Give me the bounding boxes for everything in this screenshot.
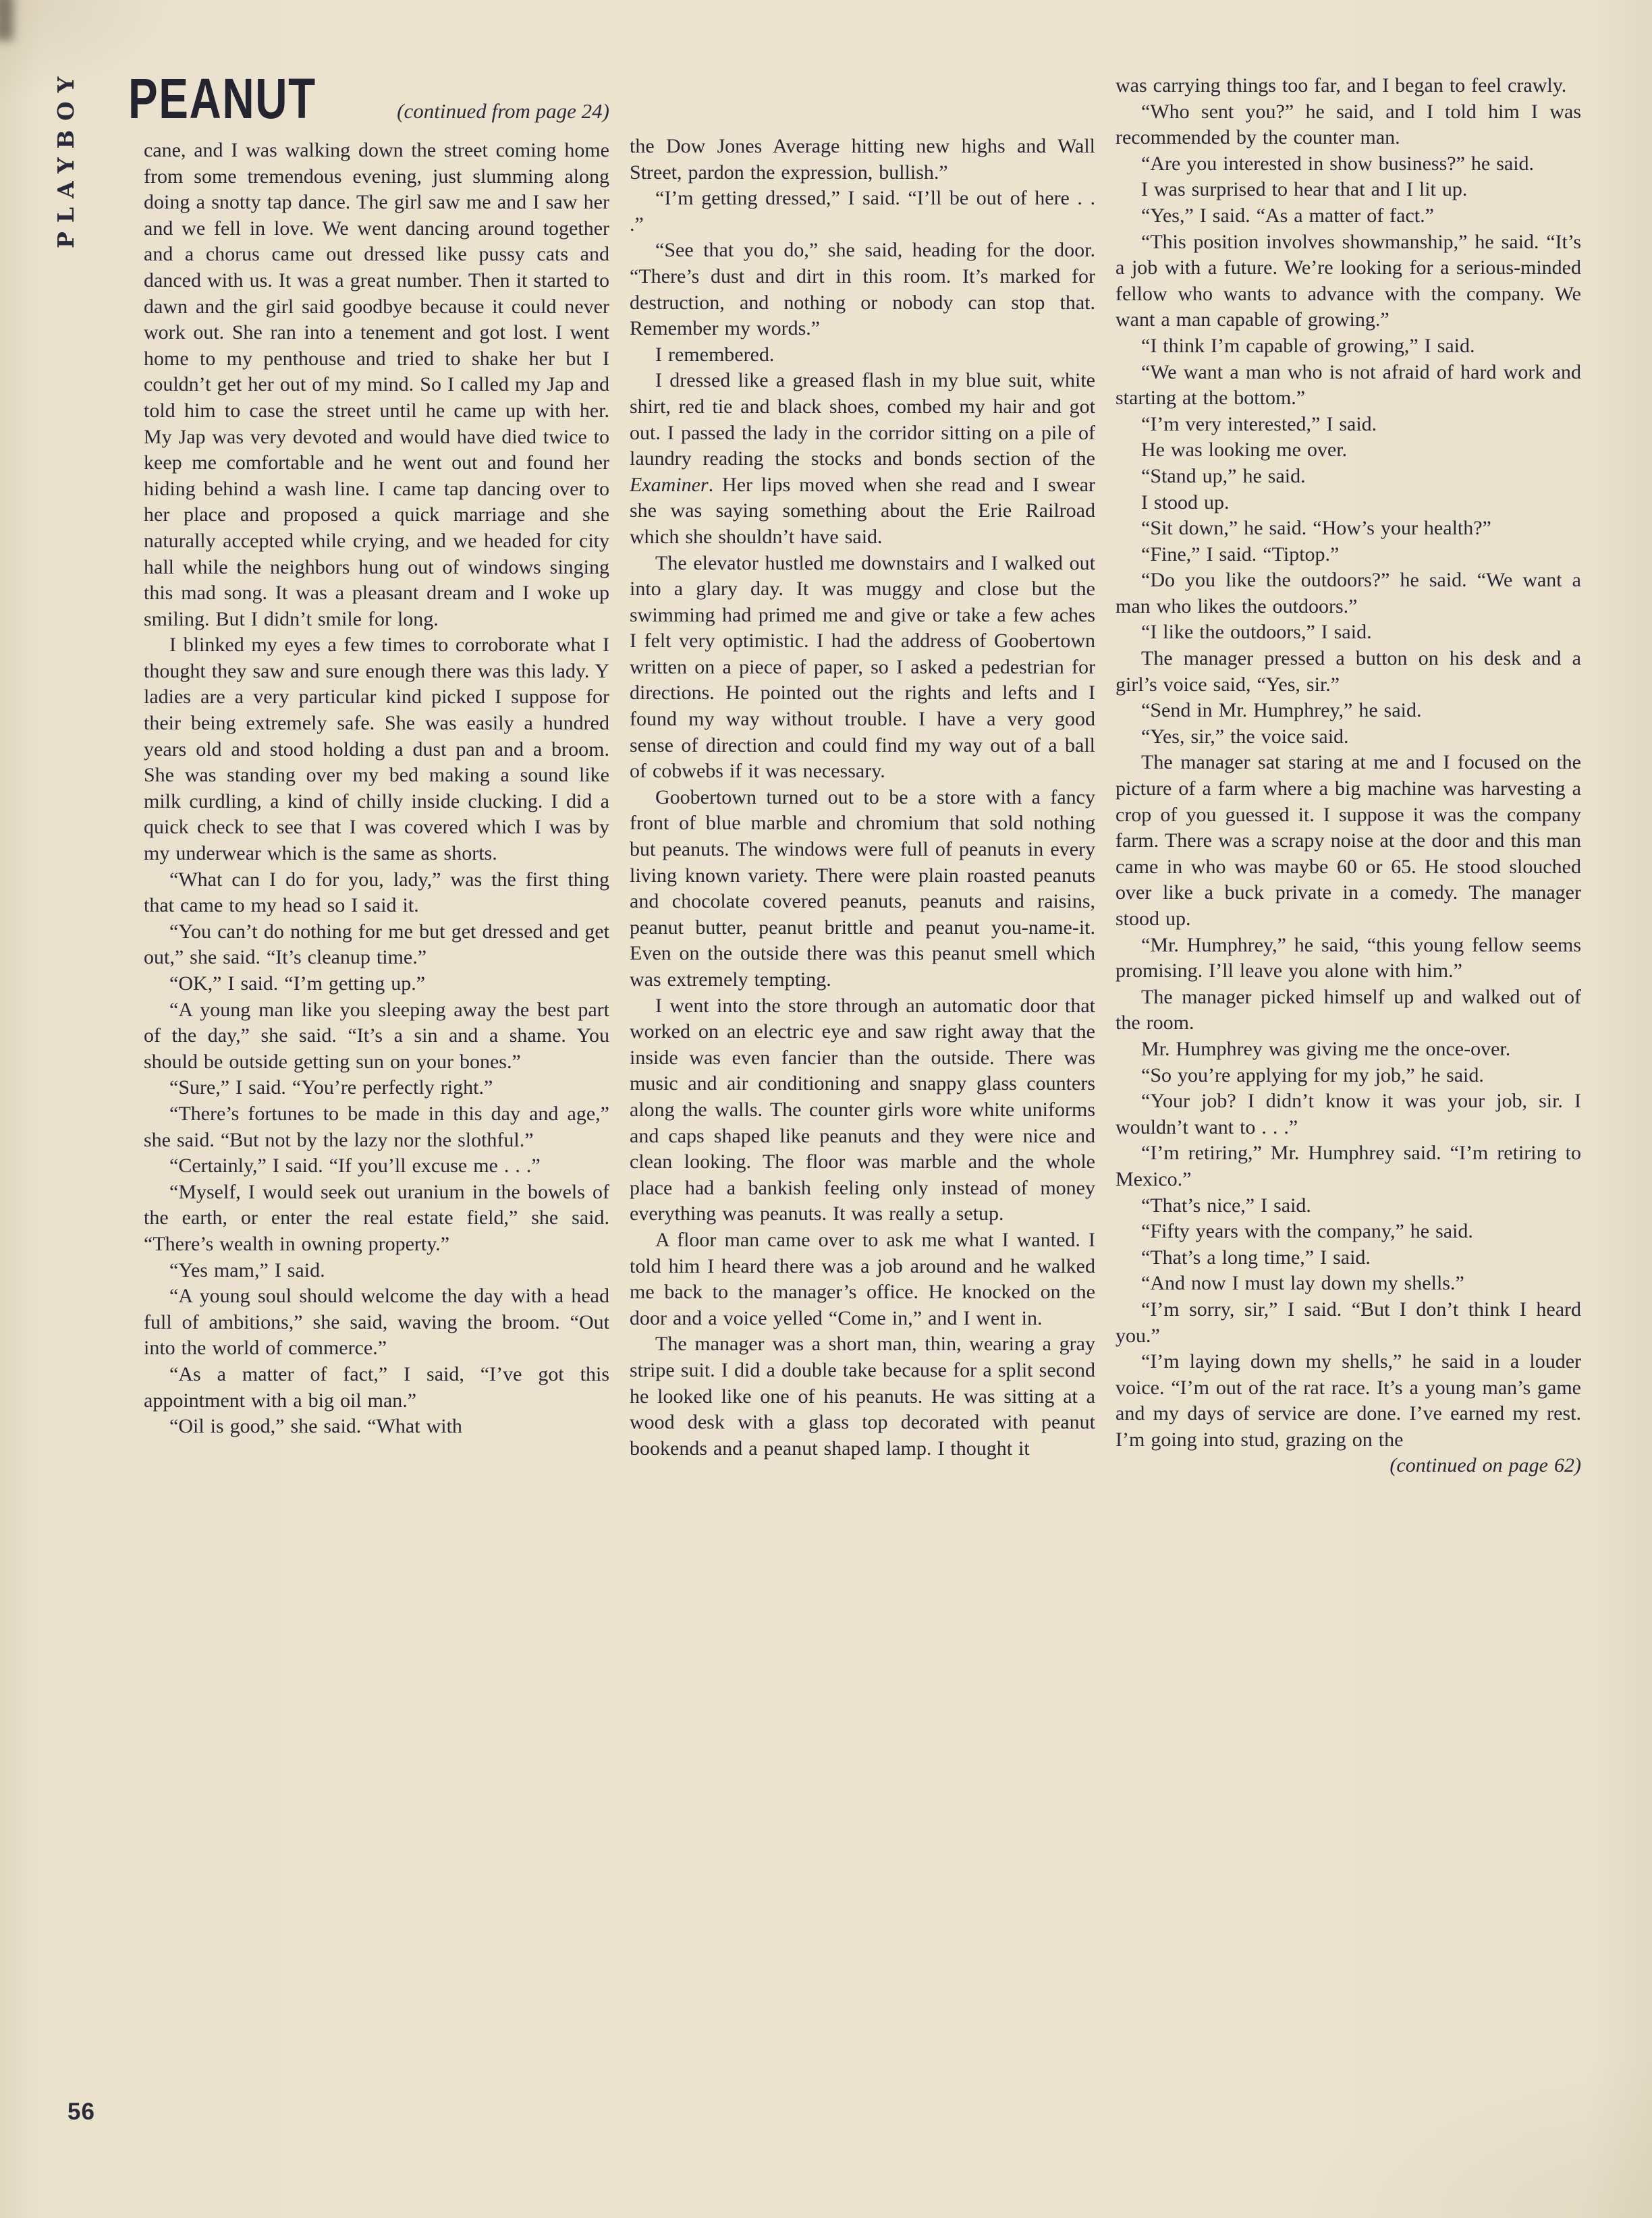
paragraph: “Fifty years with the company,” he said. (1141, 1220, 1473, 1243)
article-header (128, 67, 609, 130)
scan-corner-artifact (0, 0, 13, 40)
paragraph: Goobertown turned out to be a store with a fancy front of blue marble and chromium that sold nothing but peanuts. The windows were full of peanuts in every living known variety. There were plain roasted peanuts and chocolate covered peanuts, peanuts and raisins, peanut butter, peanut brittle and peanut you-name-it. Even on the outside there was this peanut smell which was extremely tempting. (630, 785, 1095, 991)
paragraph: I dressed like a greased flash in my blue suit, white shirt, red tie and black shoes, combed my hair and got out. I passed the lady in the corridor sitting on a pile of laundry reading the stocks and bonds section of the Examiner. Her lips moved when she read and I swear she was saying something about the Erie Railroad which she shouldn’t have said. (630, 369, 1095, 548)
paragraph: “Myself, I would seek out uranium in the bowels of the earth, or enter the real estate field,” she said. “There’s wealth in owning property.” (144, 1180, 609, 1255)
paragraph: “So you’re applying for my job,” he said. (1141, 1063, 1484, 1086)
paragraph: The manager sat staring at me and I focused on the picture of a farm where a big machine was harvesting a crop of you guessed it. I suppose it was the company farm. There was a scrapy noise at the door and this man came in who was maybe 60 or 65. He stood slouched over like a buck private in a comedy. The manager stood up. (1116, 751, 1581, 930)
paragraph: “Do you like the outdoors?” he said. “We want a man who likes the outdoors.” (1116, 569, 1581, 617)
paragraph: “I like the outdoors,” I said. (1141, 621, 1372, 644)
text-column-1 (144, 138, 609, 1440)
paragraph: “Yes, sir,” the voice said. (1141, 725, 1349, 748)
paragraph: (continued on page 62) (1389, 1454, 1581, 1477)
paragraph: “I’m retiring,” Mr. Humphrey said. “I’m retiring to Mexico.” (1116, 1142, 1581, 1190)
paragraph: “As a matter of fact,” I said, “I’ve got this appointment with a big oil man.” (144, 1362, 609, 1412)
paragraph: I was surprised to hear that and I lit up. (1141, 178, 1468, 201)
paragraph: Mr. Humphrey was giving me the once-over. (1141, 1037, 1511, 1060)
paragraph: “Yes mam,” I said. (169, 1258, 325, 1281)
paragraph: He was looking me over. (1141, 439, 1348, 462)
spine-text: PLAYBOY (53, 67, 79, 248)
paragraph: “We want a man who is not afraid of hard work and starting at the bottom.” (1116, 360, 1581, 410)
paragraph: I went into the store through an automatic door that worked on an electric eye and saw right away that the inside was even fancier than the outside. There was music and air conditioning and snappy glass counters along the walls. The counter girls wore white uniforms and caps shaped like peanuts and they were nice and clean looking. The floor was marble and the whole place had a bankish feeling only instead of money everything was peanuts. It was really a setup. (630, 994, 1095, 1225)
paragraph: “OK,” I said. “I’m getting up.” (169, 972, 426, 995)
paragraph: “Mr. Humphrey,” he said, “this young fellow seems promising. I’ll leave you alone with him.” (1116, 933, 1581, 982)
paragraph: The manager was a short man, thin, wearing a gray stripe suit. I did a double take because for a split second he looked like one of his peanuts. He was sitting at a wood desk with a glass top decorated with peanut bookends and a peanut shaped lamp. I thought it (630, 1333, 1095, 1460)
paragraph: A floor man came over to ask me what I wanted. I told him I heard there was a job around and he walked me back to the manager’s office. He knocked on the door and a voice yelled “Come in,” and I went in. (630, 1228, 1095, 1329)
continued-from-note: (continued from page 24) (397, 99, 609, 123)
paragraph: “That’s nice,” I said. (1141, 1194, 1311, 1217)
paragraph: “This position involves showmanship,” he said. “It’s a job with a future. We’re looking for a serious-minded fellow who wants to advance with the company. We want a man capable of growing.” (1116, 230, 1581, 331)
paragraph: “I think I’m capable of growing,” I said. (1141, 334, 1475, 357)
text-column-3 (1116, 73, 1581, 1479)
paragraph: I blinked my eyes a few times to corroborate what I thought they saw and sure enough there was this lady. Y ladies are a very particular kind picked I suppose for their being extremely safe. She was easily a hundred years old and stood holding a dust pan and a broom. She was standing over my bed making a sound like milk curdling, a kind of chilly inside clucking. I did a quick check to see that I was covered which I was by my underwear which is the same as shorts. (144, 634, 609, 865)
paragraph: The elevator hustled me downstairs and I walked out into a glary day. It was muggy and close but the swimming had primed me and give or take a few aches I felt very optimistic. I had the address of Goobertown written on a piece of paper, so I asked a pedestrian for directions. He pointed out the rights and lefts and I found my way without trouble. I have a very good sense of direction and could find my way out of a ball of cobwebs if it was necessary. (630, 551, 1095, 783)
paragraph: “Your job? I didn’t know it was your job, sir. I wouldn’t want to . . .” (1116, 1090, 1581, 1138)
paragraph: “And now I must lay down my shells.” (1141, 1272, 1464, 1295)
paragraph: “Sure,” I said. “You’re perfectly right.” (169, 1076, 493, 1099)
paragraph: “Certainly,” I said. “If you’ll excuse me . . .” (169, 1155, 541, 1177)
text-column-2 (630, 134, 1095, 1462)
paragraph: the Dow Jones Average hitting new highs and Wall Street, pardon the expression, bullish.” (630, 135, 1095, 184)
paragraph: “I’m laying down my shells,” he said in a louder voice. “I’m out of the rat race. It’s a young man’s game and my days of service are done. I’ve earned my rest. I’m going into stud, grazing on the (1116, 1350, 1581, 1451)
paragraph: “See that you do,” she said, heading for the door. “There’s dust and dirt in this room. It’s marked for destruction, and nothing or nobody can stop that. Remember my words.” (630, 239, 1095, 340)
paragraph: “I’m sorry, sir,” I said. “But I don’t think I heard you.” (1116, 1298, 1581, 1347)
paragraph: “Fine,” I said. “Tiptop.” (1141, 543, 1340, 565)
paragraph: “A young soul should welcome the day with a head full of ambitions,” she said, waving the broom. “Out into the world of commerce.” (144, 1285, 609, 1360)
paragraph: “I’m very interested,” I said. (1141, 412, 1377, 435)
paragraph: cane, and I was walking down the street coming home from some tremendous evening, just slumming along doing a snotty tap dance. The girl saw me and I saw her and we fell in love. We went dancing around together and a chorus came out dressed like pussy cats and danced with us. It was a great number. Then it started to dawn and the girl said goodbye because it could never work out. She ran into a tenement and got lost. I went home to my penthouse and tried to shake her but I couldn’t get her out of my mind. So I called my Jap and told him to case the street until he came up with her. My Jap was very devoted and would have died twice to keep me comfortable and he went out and found her hiding behind a wash line. I came tap dancing over to her place and proposed a quick marriage and she naturally accepted while crying, and we headed for city hall while the neighbors hung out of windows singing this mad song. It was a pleasant dream and I woke up smiling. But I didn’t smile for long. (144, 139, 609, 630)
paragraph: “Who sent you?” he said, and I told him I was recommended by the counter man. (1116, 100, 1581, 149)
page-number: 56 (67, 2099, 95, 2125)
paragraph: “Sit down,” he said. “How’s your health?” (1141, 517, 1491, 540)
paragraph: The manager pressed a button on his desk and a girl’s voice said, “Yes, sir.” (1116, 647, 1581, 696)
paragraph: “You can’t do nothing for me but get dressed and get out,” she said. “It’s cleanup time.” (144, 920, 609, 969)
paragraph: was carrying things too far, and I began to feel crawly. (1116, 74, 1567, 96)
paragraph: “Are you interested in show business?” he said. (1141, 152, 1535, 175)
paragraph: “What can I do for you, lady,” was the first thing that came to my head so I said it. (144, 868, 609, 917)
paragraph: “A young man like you sleeping away the best part of the day,” she said. “It’s a sin and a shame. You should be outside getting sun on your bones.” (144, 998, 609, 1073)
paragraph: “I’m getting dressed,” I said. “I’ll be out of here . . .” (630, 187, 1095, 235)
paragraph: “There’s fortunes to be made in this day and age,” she said. “But not by the lazy nor the slothful.” (144, 1102, 609, 1151)
article-title: PEANUT (128, 67, 316, 130)
paragraph: “Oil is good,” she said. “What with (169, 1415, 462, 1438)
paragraph: The manager picked himself up and walked out of the room. (1116, 985, 1581, 1034)
paragraph: I stood up. (1141, 491, 1230, 514)
paragraph: “Send in Mr. Humphrey,” he said. (1141, 699, 1422, 722)
paragraph: “That’s a long time,” I said. (1141, 1246, 1371, 1269)
paragraph: “Stand up,” he said. (1141, 464, 1306, 487)
paragraph: “Yes,” I said. “As a matter of fact.” (1141, 204, 1434, 227)
paragraph: I remembered. (655, 343, 775, 366)
